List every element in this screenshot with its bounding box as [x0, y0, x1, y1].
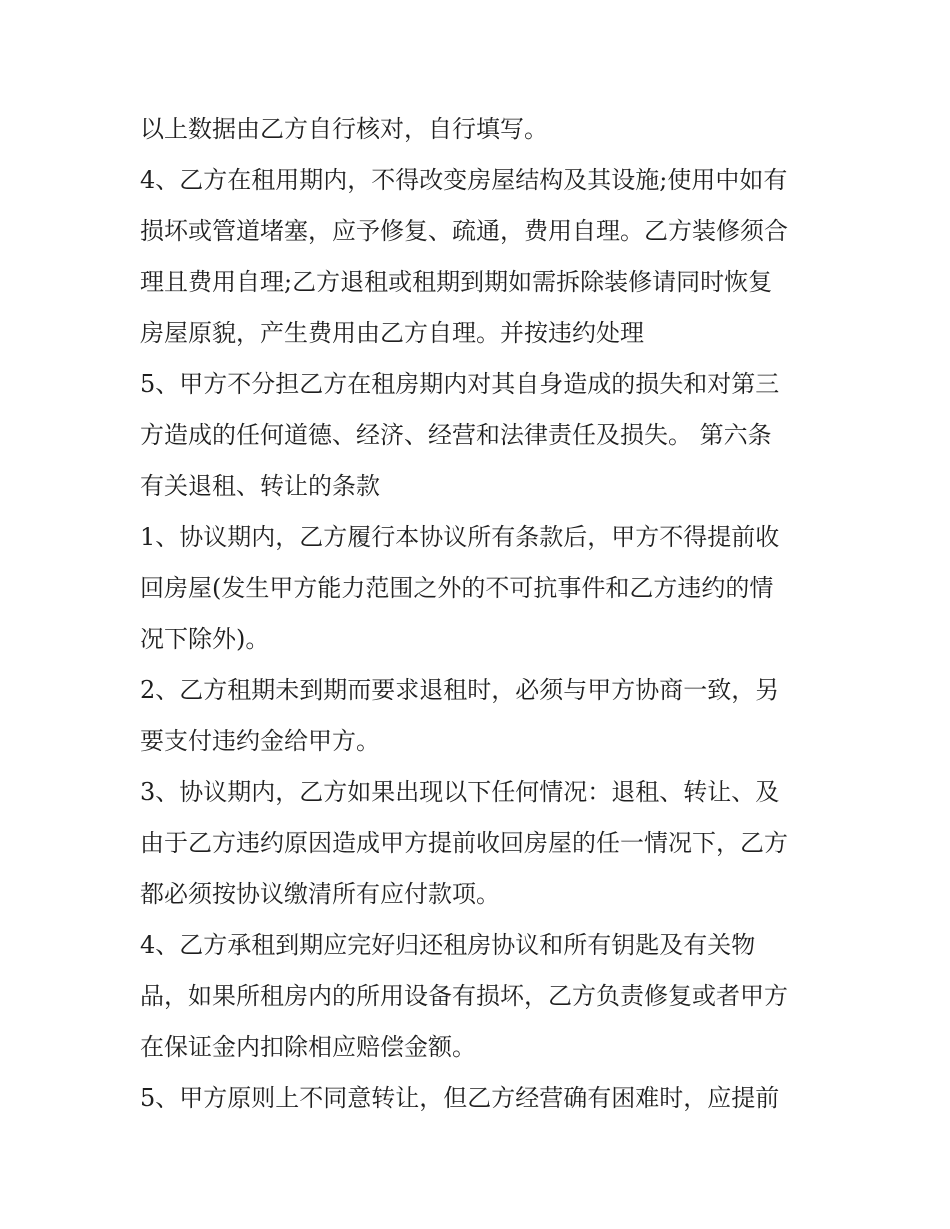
text-line: 5、甲方原则上不同意转让，但乙方经营确有困难时，应提前 [140, 1084, 780, 1112]
text-line: 在保证金内扣除相应赔偿金额。 [140, 1033, 476, 1061]
text-line: 2、乙方租期未到期而要求退租时，必须与甲方协商一致，另 [140, 676, 780, 704]
text-line: 都必须按协议缴清所有应付款项。 [140, 880, 500, 908]
text-line: 由于乙方违约原因造成甲方提前收回房屋的任一情况下，乙方 [140, 829, 788, 857]
text-line: 4、乙方承租到期应完好归还租房协议和所有钥匙及有关物 [140, 931, 756, 959]
text-line: 况下除外)。 [140, 625, 270, 653]
document-body [140, 104, 820, 1124]
text-line: 房屋原貌，产生费用由乙方自理。并按违约处理 [140, 319, 644, 347]
text-line: 回房屋(发生甲方能力范围之外的不可抗事件和乙方违约的情 [140, 574, 774, 602]
text-line: 3、协议期内，乙方如果出现以下任何情况：退租、转让、及 [140, 778, 780, 806]
text-line: 损坏或管道堵塞，应予修复、疏通，费用自理。乙方装修须合 [140, 217, 788, 245]
text-line: 4、乙方在租用期内，不得改变房屋结构及其设施;使用中如有 [140, 166, 788, 194]
text-line: 理且费用自理;乙方退租或租期到期如需拆除装修请同时恢复 [140, 268, 773, 296]
text-line: 1、协议期内，乙方履行本协议所有条款后，甲方不得提前收 [140, 523, 780, 551]
text-line: 有关退租、转让的条款 [140, 472, 380, 500]
text-line: 5、甲方不分担乙方在租房期内对其自身造成的损失和对第三 [140, 370, 780, 398]
text-line: 要支付违约金给甲方。 [140, 727, 380, 755]
text-line: 方造成的任何道德、经济、经营和法律责任及损失。 第六条 [140, 421, 772, 449]
text-line: 以上数据由乙方自行核对，自行填写。 [140, 115, 548, 143]
text-line: 品，如果所租房内的所用设备有损坏，乙方负责修复或者甲方 [140, 982, 788, 1010]
